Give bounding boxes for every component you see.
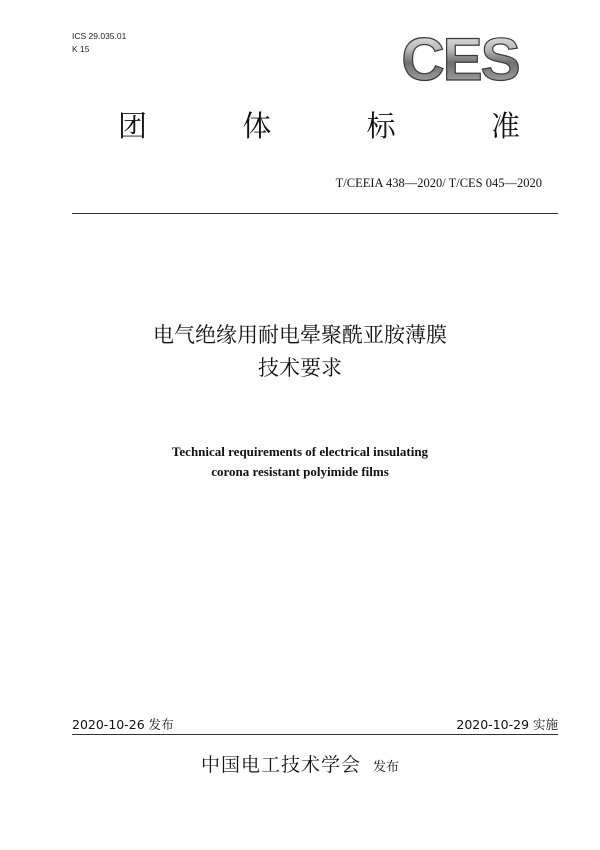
standard-type-heading (118, 108, 520, 144)
logo-text: CES (401, 30, 519, 88)
chinese-title-line1: 电气绝缘用耐电晕聚酰亚胺薄膜 (153, 323, 447, 347)
standard-type-char: 体 (242, 109, 272, 143)
publish-date: 2020-10-26 发布 (72, 717, 174, 732)
issuer (0, 750, 600, 777)
issuer-name: 中国电工技术学会 (200, 754, 361, 776)
classification-codes (72, 30, 126, 56)
standard-type-char: 准 (490, 109, 520, 143)
standard-type-char: 标 (366, 109, 396, 143)
ces-logo (384, 30, 532, 88)
english-title-line1: Technical requirements of electrical insulating (171, 444, 429, 459)
english-title-line2: corona resistant polyimide films (211, 464, 389, 479)
issuer-suffix: 发布 (373, 760, 400, 775)
standard-code: T/CEEIA 438—2020/ T/CES 045—2020 (335, 176, 542, 190)
chinese-title (0, 319, 600, 385)
english-title (0, 442, 600, 482)
ces-logo-graphic (384, 30, 532, 88)
ics-code: ICS 29.035.01 (72, 31, 127, 41)
standard-type-char: 团 (118, 109, 148, 143)
ccs-code: K 15 (72, 44, 90, 54)
bottom-divider (72, 734, 558, 735)
chinese-title-line2: 技术要求 (258, 356, 342, 380)
implement-date: 2020-10-29 实施 (456, 717, 558, 732)
top-divider (72, 213, 558, 214)
